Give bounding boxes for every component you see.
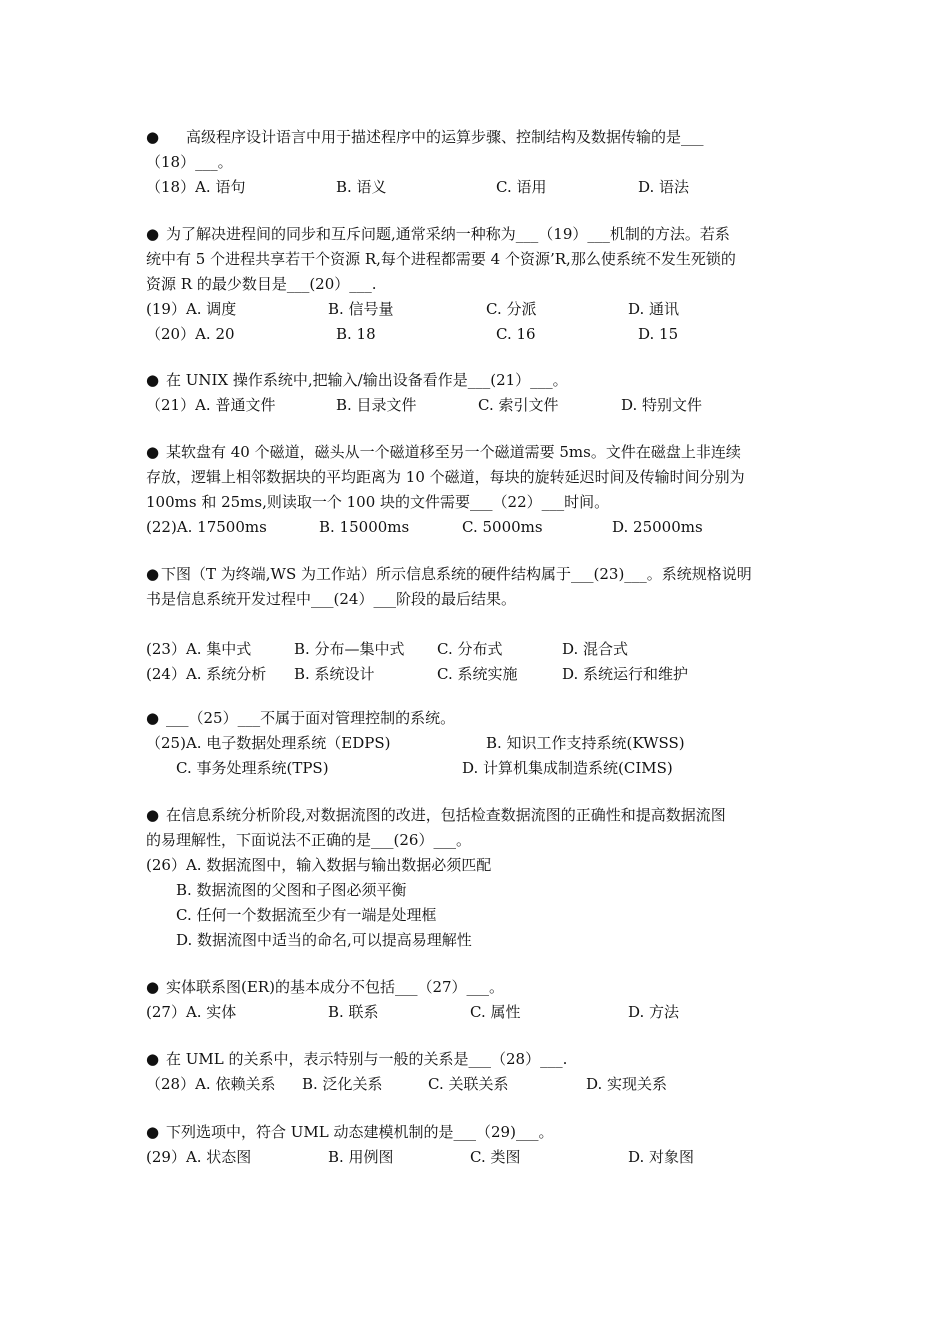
option-d: D. 15 (638, 325, 679, 343)
bullet-icon: ● (146, 806, 160, 824)
bullet-icon: ● (146, 978, 160, 996)
option-d: D. 数据流图中适当的命名,可以提高易理解性 (176, 931, 472, 949)
bullet-icon: ● (146, 128, 160, 146)
question-stem: 高级程序设计语言中用于描述程序中的运算步骤、控制结构及数据传输的是___ (186, 128, 704, 146)
option-a: (29）A. 状态图 (146, 1148, 252, 1166)
question-stem: 下列选项中，符合 UML 动态建模机制的是___（29)___。 (166, 1123, 554, 1141)
option-c: C. 16 (496, 325, 536, 343)
question-18 (146, 125, 826, 200)
option-row (146, 393, 826, 418)
option-row (146, 662, 826, 687)
option-row (146, 322, 826, 347)
option-b: B. 联系 (328, 1003, 379, 1021)
option-c: C. 系统实施 (437, 665, 518, 683)
option-d: D. 通讯 (628, 300, 680, 318)
question-stem: （18）___。 (146, 153, 233, 171)
option-row (146, 515, 826, 540)
question-26 (146, 803, 826, 953)
option-d: D. 计算机集成制造系统(CIMS) (462, 759, 673, 777)
option-d: D. 混合式 (562, 640, 629, 658)
question-25 (146, 706, 826, 781)
bullet-icon: ● (146, 225, 160, 243)
option-b: B. 系统设计 (294, 665, 375, 683)
option-row (146, 175, 826, 200)
option-b: B. 15000ms (319, 518, 410, 536)
option-b: B. 目录文件 (336, 396, 417, 414)
question-stem: 下图（T 为终端,WS 为工作站）所示信息系统的硬件结构属于___(23)___。系统规格说明 (161, 565, 752, 583)
option-a: (26）A. 数据流图中，输入数据与输出数据必须匹配 (146, 856, 492, 874)
option-a: (24）A. 系统分析 (146, 665, 267, 683)
option-row (146, 928, 826, 953)
question-29 (146, 1120, 826, 1170)
bullet-icon: ● (146, 565, 160, 583)
option-row (146, 637, 826, 662)
option-a: （18）A. 语句 (146, 178, 246, 196)
question-stem: 在 UNIX 操作系统中,把输入/输出设备看作是___(21）___。 (166, 371, 568, 389)
option-row (146, 756, 826, 781)
option-c: C. 5000ms (462, 518, 543, 536)
option-a: (22)A. 17500ms (146, 518, 267, 536)
question-stem: 在 UML 的关系中，表示特别与一般的关系是___（28）___. (166, 1050, 568, 1068)
option-a: （28）A. 依赖关系 (146, 1075, 276, 1093)
question-19-20 (146, 222, 826, 347)
question-stem: 实体联系图(ER)的基本成分不包括___（27）___。 (166, 978, 505, 996)
option-a: (27）A. 实体 (146, 1003, 237, 1021)
option-b: B. 数据流图的父图和子图必须平衡 (176, 881, 407, 899)
option-c: C. 任何一个数据流至少有一端是处理框 (176, 906, 437, 924)
option-d: D. 特别文件 (621, 396, 703, 414)
question-stem: 统中有 5 个进程共享若干个资源 R,每个进程都需要 4 个资源’R,那么使系统不发生死锁的 (146, 250, 736, 268)
option-c: C. 事务处理系统(TPS) (176, 759, 329, 777)
option-row (146, 1072, 826, 1097)
question-stem: 为了解决进程间的同步和互斥问题,通常采纳一种称为___（19）___机制的方法。若系 (166, 225, 730, 243)
option-a: (23）A. 集中式 (146, 640, 252, 658)
option-c: C. 索引文件 (478, 396, 559, 414)
option-d: D. 25000ms (612, 518, 703, 536)
option-row (146, 297, 826, 322)
bullet-icon: ● (146, 709, 160, 727)
question-stem: 某软盘有 40 个磁道，磁头从一个磁道移至另一个磁道需要 5ms。文件在磁盘上非连续 (166, 443, 741, 461)
question-22 (146, 440, 826, 540)
option-b: B. 知识工作支持系统(KWSS) (486, 734, 685, 752)
bullet-icon: ● (146, 1050, 160, 1068)
option-d: D. 对象图 (628, 1148, 695, 1166)
option-c: C. 分布式 (437, 640, 503, 658)
option-a: （25)A. 电子数据处理系统（EDPS) (146, 734, 391, 752)
bullet-icon: ● (146, 443, 160, 461)
option-c: C. 类图 (470, 1148, 521, 1166)
option-a: （21）A. 普通文件 (146, 396, 276, 414)
option-row (146, 878, 826, 903)
question-27 (146, 975, 826, 1025)
option-d: D. 实现关系 (586, 1075, 668, 1093)
option-b: B. 语义 (336, 178, 387, 196)
question-23-24 (146, 562, 826, 687)
option-d: D. 方法 (628, 1003, 680, 1021)
option-b: B. 信号量 (328, 300, 394, 318)
option-c: C. 关联关系 (428, 1075, 509, 1093)
question-stem: 存放，逻辑上相邻数据块的平均距离为 10 个磁道，每块的旋转延迟时间及传输时间分别为 (146, 468, 745, 486)
question-stem: 的易理解性，下面说法不正确的是___(26）___。 (146, 831, 471, 849)
option-row (146, 1000, 826, 1025)
bullet-icon: ● (146, 1123, 160, 1141)
option-row (146, 731, 826, 756)
option-c: C. 语用 (496, 178, 547, 196)
option-b: B. 泛化关系 (302, 1075, 383, 1093)
question-stem: 在信息系统分析阶段,对数据流图的改进，包括检查数据流图的正确性和提高数据流图 (166, 806, 726, 824)
question-28 (146, 1047, 826, 1097)
option-d: D. 系统运行和维护 (562, 665, 689, 683)
option-d: D. 语法 (638, 178, 690, 196)
question-stem: ___（25）___不属于面对管理控制的系统。 (166, 709, 456, 727)
option-row (146, 853, 826, 878)
option-c: C. 属性 (470, 1003, 521, 1021)
question-stem: 书是信息系统开发过程中___(24）___阶段的最后结果。 (146, 590, 516, 608)
option-a: (19）A. 调度 (146, 300, 237, 318)
question-21 (146, 368, 826, 418)
option-a: （20）A. 20 (146, 325, 235, 343)
option-row (146, 903, 826, 928)
question-stem: 100ms 和 25ms,则读取一个 100 块的文件需要___（22）___时间。 (146, 493, 610, 511)
question-stem: 资源 R 的最少数目是___(20）___. (146, 275, 377, 293)
bullet-icon: ● (146, 371, 160, 389)
option-b: B. 分布—集中式 (294, 640, 405, 658)
option-b: B. 用例图 (328, 1148, 394, 1166)
option-b: B. 18 (336, 325, 376, 343)
option-row (146, 1145, 826, 1170)
option-c: C. 分派 (486, 300, 537, 318)
